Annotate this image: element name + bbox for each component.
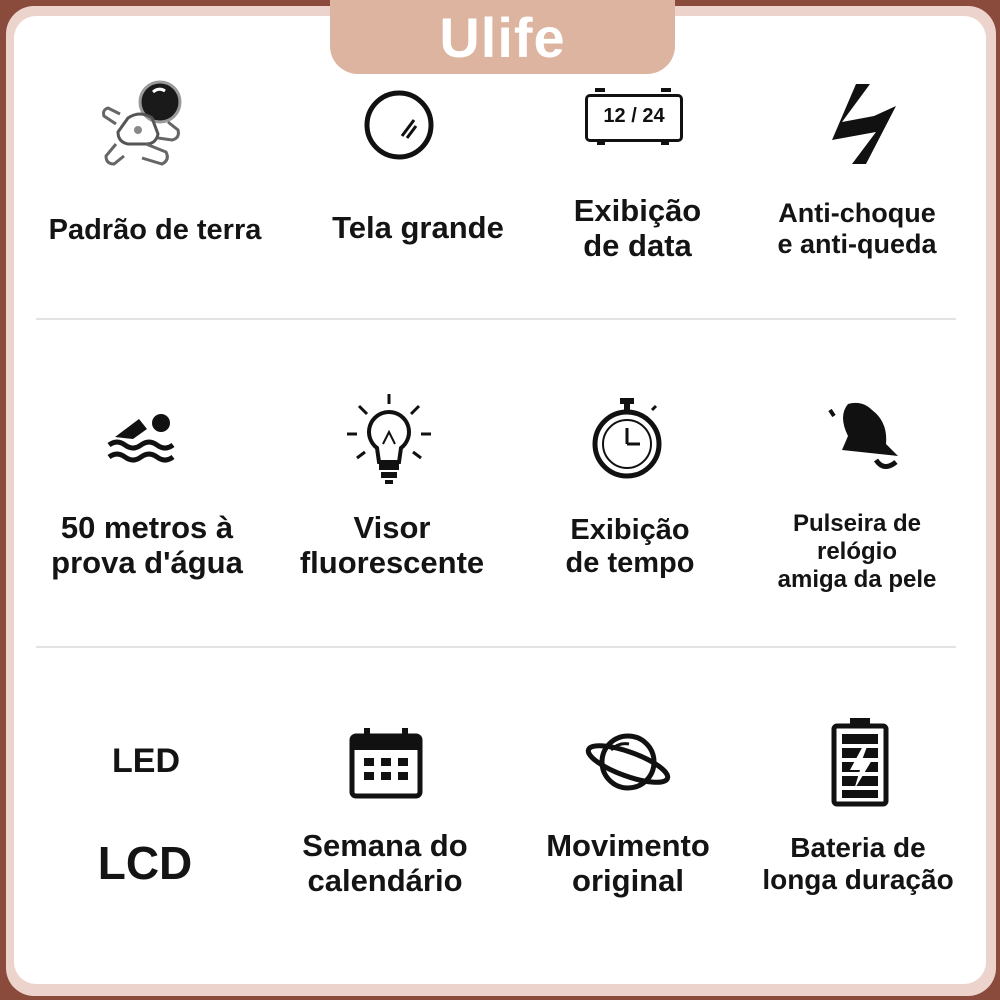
feature-label: 50 metros à prova d'água bbox=[51, 510, 243, 581]
clock-format-text: 12 / 24 bbox=[603, 105, 665, 127]
brand-logo: Ulife bbox=[330, 0, 675, 74]
feature-label: Tela grande bbox=[332, 210, 504, 245]
clock-12-24-icon bbox=[585, 94, 683, 144]
watch-face-icon bbox=[362, 88, 436, 162]
divider bbox=[36, 646, 956, 648]
planet-icon bbox=[583, 726, 673, 798]
feature-label: Movimento original bbox=[546, 828, 710, 899]
lightning-icon bbox=[826, 82, 900, 166]
feature-label: Exibição de tempo bbox=[565, 514, 695, 579]
feature-label: LCD bbox=[97, 837, 193, 889]
feature-label: Bateria de longa duração bbox=[762, 832, 954, 895]
feature-label: Visor fluorescente bbox=[299, 510, 485, 581]
light-bulb-icon bbox=[343, 392, 435, 492]
feature-label: Padrão de terra bbox=[48, 214, 262, 246]
feature-label: Pulseira de relógio amiga da pele bbox=[777, 510, 937, 593]
led-text: LED bbox=[112, 742, 180, 780]
stopwatch-icon bbox=[590, 396, 664, 480]
divider bbox=[36, 318, 956, 320]
swimmer-icon bbox=[105, 405, 181, 469]
feature-label: Exibição de data bbox=[573, 193, 702, 264]
astronaut-icon bbox=[98, 80, 190, 170]
feature-label: Anti-choque e anti-queda bbox=[777, 198, 937, 259]
feature-label: Semana do calendário bbox=[302, 828, 468, 899]
bell-icon bbox=[826, 396, 908, 476]
calendar-icon bbox=[348, 726, 424, 800]
battery-icon bbox=[830, 716, 890, 808]
